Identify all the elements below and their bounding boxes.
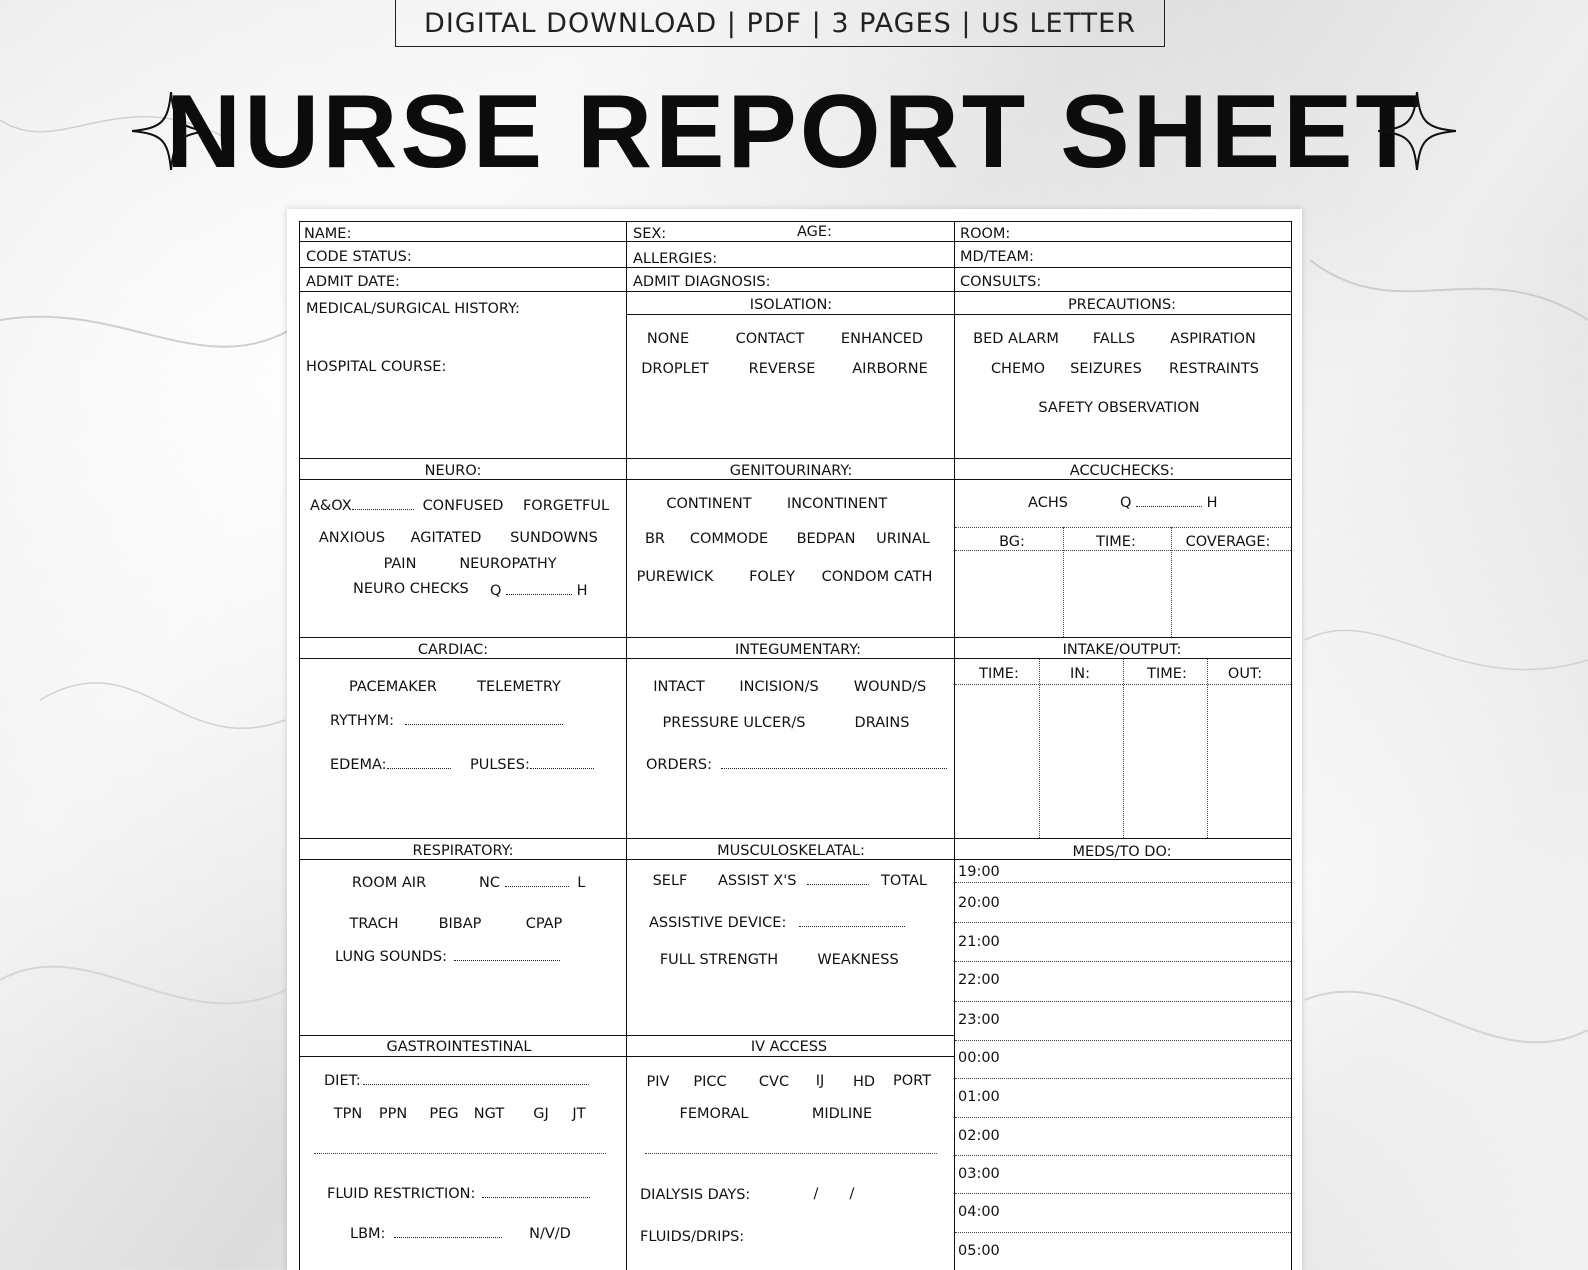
gi-lbm: LBM: bbox=[350, 1226, 502, 1242]
neuro-option: AGITATED bbox=[410, 530, 482, 546]
neuro-option: FORGETFUL bbox=[522, 498, 610, 514]
precaution-option: ASPIRATION bbox=[1170, 331, 1256, 347]
gi-option: JT bbox=[572, 1106, 586, 1122]
respiratory-title: RESPIRATORY: bbox=[412, 843, 514, 859]
meds-row-line bbox=[955, 1001, 1291, 1002]
msk-weakness: WEAKNESS bbox=[817, 952, 899, 968]
neuro-option: CONFUSED bbox=[422, 498, 504, 514]
meds-row-line bbox=[955, 1117, 1291, 1118]
gi-option: TPN bbox=[333, 1106, 363, 1122]
meds-time-slot: 23:00 bbox=[958, 1012, 1000, 1028]
format-banner: DIGITAL DOWNLOAD | PDF | 3 PAGES | US LETTER bbox=[395, 0, 1165, 47]
page-title: NURSE REPORT SHEET bbox=[166, 74, 1422, 190]
gu-option: COMMODE bbox=[689, 531, 769, 547]
meds-row-line bbox=[955, 922, 1291, 923]
code-status-label: CODE STATUS: bbox=[306, 249, 412, 265]
sparkle-icon bbox=[1378, 92, 1456, 170]
isolation-option: AIRBORNE bbox=[852, 361, 928, 377]
hospital-course-label: HOSPITAL COURSE: bbox=[306, 359, 447, 375]
neuro-title: NEURO: bbox=[424, 463, 482, 479]
gi-blank-line bbox=[314, 1153, 606, 1154]
md-team-label: MD/TEAM: bbox=[960, 249, 1034, 265]
meds-row-line bbox=[955, 1193, 1291, 1194]
meds-title: MEDS/TO DO: bbox=[1072, 844, 1172, 860]
neuro-option: PAIN bbox=[383, 556, 417, 572]
gu-option: URINAL bbox=[876, 531, 930, 547]
iv-fluids-drips: FLUIDS/DRIPS: bbox=[640, 1229, 745, 1245]
meds-row-line bbox=[955, 1040, 1291, 1041]
resp-option: BIBAP bbox=[438, 916, 482, 932]
meds-time-slot: 01:00 bbox=[958, 1089, 1000, 1105]
musculoskeletal-title: MUSCULOSKELATAL: bbox=[717, 843, 865, 859]
isolation-option: DROPLET bbox=[641, 361, 709, 377]
meds-row-line bbox=[955, 1155, 1291, 1156]
integ-option: DRAINS bbox=[854, 715, 910, 731]
iv-dialysis-days: DIALYSIS DAYS: bbox=[640, 1187, 751, 1203]
admit-diagnosis-label: ADMIT DIAGNOSIS: bbox=[633, 274, 771, 290]
gi-option: NGT bbox=[473, 1106, 505, 1122]
io-col: TIME: bbox=[1147, 666, 1187, 682]
precaution-option: FALLS bbox=[1092, 331, 1136, 347]
resp-option: CPAP bbox=[525, 916, 563, 932]
msk-full-strength: FULL STRENGTH bbox=[659, 952, 779, 968]
msk-device: ASSISTIVE DEVICE: bbox=[649, 915, 905, 931]
accuchecks-col-coverage: COVERAGE: bbox=[1185, 534, 1271, 550]
iv-option: FEMORAL bbox=[679, 1106, 749, 1122]
isolation-option: ENHANCED bbox=[840, 331, 924, 347]
neuro-checks-q: Q H bbox=[490, 583, 588, 599]
resp-room-air: ROOM AIR bbox=[351, 875, 427, 891]
iv-option: HD bbox=[852, 1074, 876, 1090]
iv-dialysis-slash: / bbox=[849, 1186, 855, 1202]
resp-option: TRACH bbox=[349, 916, 399, 932]
isolation-title: ISOLATION: bbox=[749, 297, 833, 313]
isolation-option: CONTACT bbox=[735, 331, 805, 347]
intake-output-title: INTAKE/OUTPUT: bbox=[1062, 642, 1182, 658]
age-label: AGE: bbox=[797, 224, 832, 240]
integumentary-title: INTEGUMENTARY: bbox=[734, 642, 862, 658]
accuchecks-col-bg: BG: bbox=[999, 534, 1025, 550]
cardiac-telemetry: TELEMETRY bbox=[477, 679, 561, 695]
iv-option: PICC bbox=[693, 1074, 727, 1090]
cardiac-pulses: PULSES: bbox=[470, 757, 594, 773]
gu-option: BR bbox=[644, 531, 666, 547]
neuro-checks-label: NEURO CHECKS bbox=[353, 581, 469, 597]
meds-time-slot: 03:00 bbox=[958, 1166, 1000, 1182]
admit-date-label: ADMIT DATE: bbox=[306, 274, 400, 290]
report-sheet-paper bbox=[287, 209, 1302, 1270]
iv-option: PIV bbox=[646, 1074, 670, 1090]
iv-option: MIDLINE bbox=[811, 1106, 873, 1122]
accuchecks-title: ACCUCHECKS: bbox=[1069, 463, 1175, 479]
iv-blank-line bbox=[645, 1153, 937, 1154]
meds-time-slot: 19:00 bbox=[958, 864, 1000, 880]
integ-option: PRESSURE ULCER/S bbox=[662, 715, 806, 731]
resp-lung-sounds: LUNG SOUNDS: bbox=[335, 949, 560, 965]
gi-nvd: N/V/D bbox=[529, 1226, 571, 1242]
iv-option: IJ bbox=[815, 1073, 825, 1089]
meds-row-line bbox=[955, 882, 1291, 883]
accuchecks-frequency: Q H bbox=[1120, 495, 1218, 511]
precaution-option: BED ALARM bbox=[973, 331, 1059, 347]
genitourinary-title: GENITOURINARY: bbox=[729, 463, 853, 479]
allergies-label: ALLERGIES: bbox=[633, 251, 718, 267]
neuro-aox: A&OX bbox=[310, 498, 414, 514]
precaution-option: SEIZURES bbox=[1070, 361, 1142, 377]
meds-row-line bbox=[955, 1232, 1291, 1233]
gu-option: PUREWICK bbox=[636, 569, 714, 585]
cardiac-rhythm: RYTHYM: bbox=[330, 713, 563, 729]
iv-option: CVC bbox=[758, 1074, 790, 1090]
gi-diet: DIET: bbox=[324, 1073, 589, 1089]
consults-label: CONSULTS: bbox=[960, 274, 1042, 290]
integ-option: WOUND/S bbox=[853, 679, 927, 695]
name-label: NAME: bbox=[304, 226, 352, 242]
room-label: ROOM: bbox=[960, 226, 1011, 242]
msk-total: TOTAL bbox=[881, 873, 927, 889]
gu-option: CONDOM CATH bbox=[821, 569, 933, 585]
cardiac-edema: EDEMA: bbox=[330, 757, 451, 773]
neuro-option: NEUROPATHY bbox=[459, 556, 557, 572]
meds-row-line bbox=[955, 961, 1291, 962]
iv-option: PORT bbox=[892, 1073, 932, 1089]
gi-option: PEG bbox=[429, 1106, 459, 1122]
sex-label: SEX: bbox=[633, 226, 667, 242]
precaution-option: RESTRAINTS bbox=[1169, 361, 1259, 377]
precaution-option: SAFETY OBSERVATION bbox=[1038, 400, 1200, 416]
gu-option: BEDPAN bbox=[796, 531, 856, 547]
gastrointestinal-title: GASTROINTESTINAL bbox=[386, 1039, 532, 1055]
isolation-option: NONE bbox=[646, 331, 690, 347]
meds-time-slot: 02:00 bbox=[958, 1128, 1000, 1144]
integ-option: INTACT bbox=[653, 679, 705, 695]
isolation-option: REVERSE bbox=[748, 361, 816, 377]
cardiac-title: CARDIAC: bbox=[417, 642, 489, 658]
msk-assist: ASSIST X'S bbox=[718, 873, 869, 889]
meds-time-slot: 20:00 bbox=[958, 895, 1000, 911]
precautions-title: PRECAUTIONS: bbox=[1067, 297, 1177, 313]
medical-history-label: MEDICAL/SURGICAL HISTORY: bbox=[306, 301, 520, 317]
gi-option: PPN bbox=[378, 1106, 408, 1122]
meds-time-slot: 05:00 bbox=[958, 1243, 1000, 1259]
gu-option: FOLEY bbox=[749, 569, 795, 585]
io-col: IN: bbox=[1069, 666, 1091, 682]
resp-nc: NC L bbox=[479, 875, 586, 891]
gu-option: INCONTINENT bbox=[786, 496, 888, 512]
gi-option: GJ bbox=[533, 1106, 549, 1122]
meds-time-slot: 04:00 bbox=[958, 1204, 1000, 1220]
neuro-option: SUNDOWNS bbox=[510, 530, 598, 546]
accuchecks-achs: ACHS bbox=[1028, 495, 1068, 511]
meds-time-slot: 00:00 bbox=[958, 1050, 1000, 1066]
meds-row-line bbox=[955, 1078, 1291, 1079]
io-col: OUT: bbox=[1227, 666, 1263, 682]
io-col: TIME: bbox=[979, 666, 1019, 682]
msk-self: SELF bbox=[652, 873, 688, 889]
accuchecks-col-time: TIME: bbox=[1096, 534, 1136, 550]
iv-dialysis-slash: / bbox=[813, 1186, 819, 1202]
precaution-option: CHEMO bbox=[990, 361, 1046, 377]
gu-option: CONTINENT bbox=[666, 496, 752, 512]
gi-fluid-restriction: FLUID RESTRICTION: bbox=[327, 1186, 590, 1202]
integ-orders: ORDERS: bbox=[646, 757, 947, 773]
report-sheet-grid bbox=[299, 221, 1292, 1270]
neuro-option: ANXIOUS bbox=[318, 530, 386, 546]
meds-time-slot: 22:00 bbox=[958, 972, 1000, 988]
meds-time-slot: 21:00 bbox=[958, 934, 1000, 950]
cardiac-pacemaker: PACEMAKER bbox=[349, 679, 437, 695]
iv-access-title: IV ACCESS bbox=[750, 1039, 828, 1055]
integ-option: INCISION/S bbox=[739, 679, 819, 695]
